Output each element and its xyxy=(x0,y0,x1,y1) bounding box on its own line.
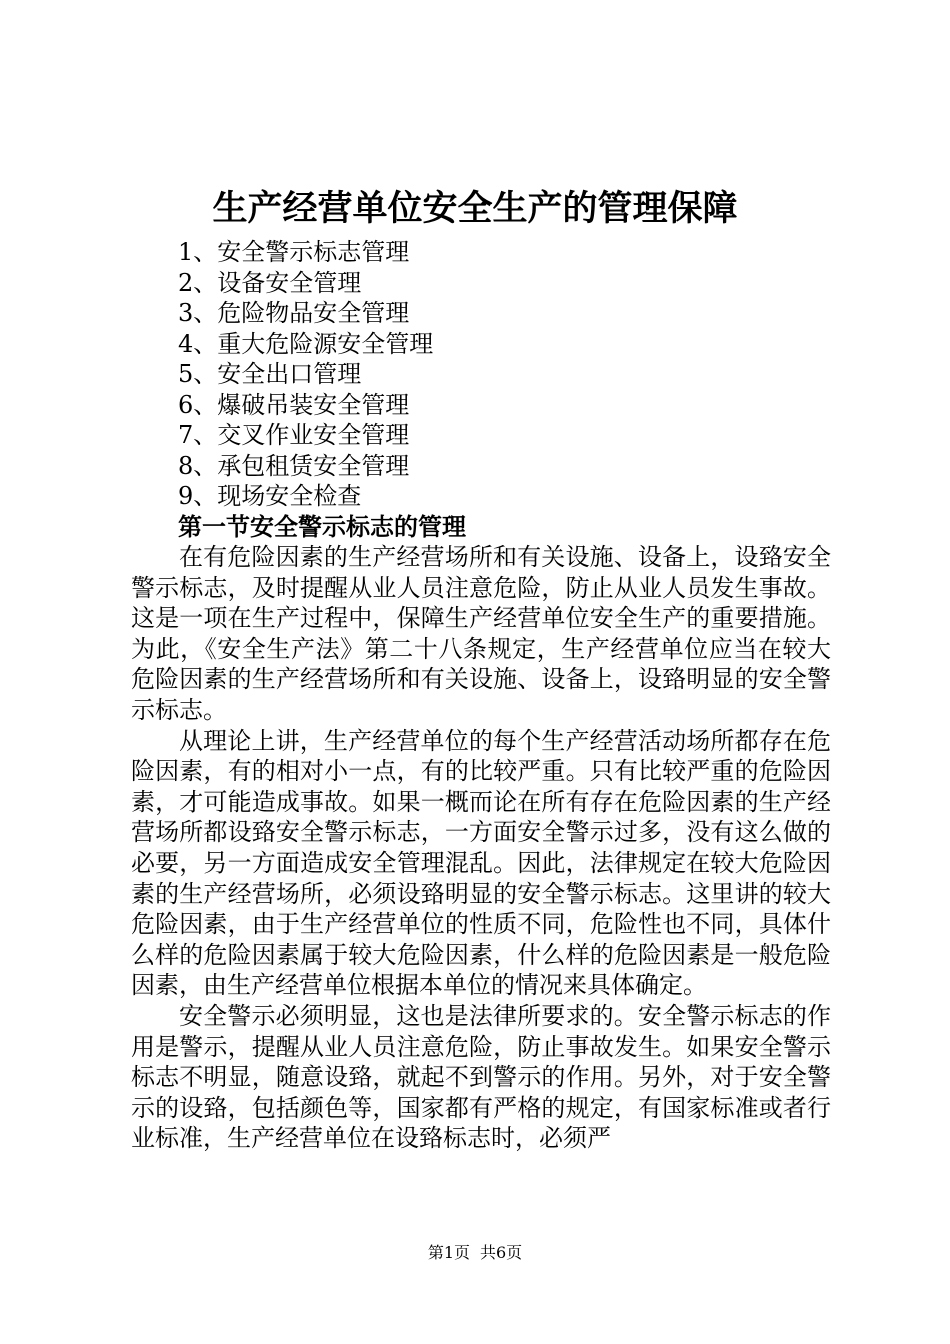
section-heading: 第一节安全警示标志的管理 xyxy=(178,512,466,541)
toc-item-9: 9、现场安全检查 xyxy=(178,482,362,510)
toc-item-4: 4、重大危险源安全管理 xyxy=(178,329,434,358)
toc-item-3: 3、危险物品安全管理 xyxy=(178,299,410,327)
toc-item-7: 7、交叉作业安全管理 xyxy=(178,421,410,449)
page-number: 第1页 xyxy=(427,1243,470,1262)
toc-item-5: 5、安全出口管理 xyxy=(178,360,362,388)
paragraph-1: 在有危险因素的生产经营场所和有关设施、设备上，设臵安全警示标志，及时提醒从业人员注意危险，防止从业人员发生事故。这是一项在生产过程中，保障生产经营单位安全生产的重要措施。为此，《安全生产法》第二十八条规定，生产经营单位应当在较大危险因素的生产经营场所和有关设施、设备上，设臵明显的安全警示标志。 xyxy=(131,543,831,724)
page-footer xyxy=(0,1243,950,1263)
document-title: 生产经营单位安全生产的管理保障 xyxy=(212,188,738,229)
table-of-contents xyxy=(178,237,433,512)
toc-item-1: 1、安全警示标志管理 xyxy=(178,238,410,266)
toc-item-2: 2、设备安全管理 xyxy=(178,268,362,297)
toc-item-6: 6、爆破吊装安全管理 xyxy=(178,390,410,419)
paragraph-3: 安全警示必须明显，这也是法律所要求的。安全警示标志的作用是警示，提醒从业人员注意危险，防止事故发生。如果安全警示标志不明显，随意设臵，就起不到警示的作用。另外，对于安全警示的设臵，包括颜色等，国家都有严格的规定，有国家标准或者行业标准，生产经营单位在设臵标志时，必须严 xyxy=(131,1001,831,1153)
paragraph-2: 从理论上讲，生产经营单位的每个生产经营活动场所都存在危险因素，有的相对小一点，有的比较严重。只有比较严重的危险因素，才可能造成事故。如果一概而论在所有存在危险因素的生产经营场所都设臵安全警示标志，一方面安全警示过多，没有这么做的必要，另一方面造成安全管理混乱。因此，法律规定在较大危险因素的生产经营场所，必须设臵明显的安全警示标志。这里讲的较大危险因素，由于生产经营单位的性质不同，危险性也不同，具体什么样的危险因素属于较大危险因素，什么样的危险因素是一般危险因素，由生产经营单位根据本单位的情况来具体确定。 xyxy=(131,726,831,1000)
body-text xyxy=(131,542,831,1154)
page-total: 共6页 xyxy=(480,1243,523,1262)
toc-item-8: 8、承包租赁安全管理 xyxy=(178,451,410,480)
